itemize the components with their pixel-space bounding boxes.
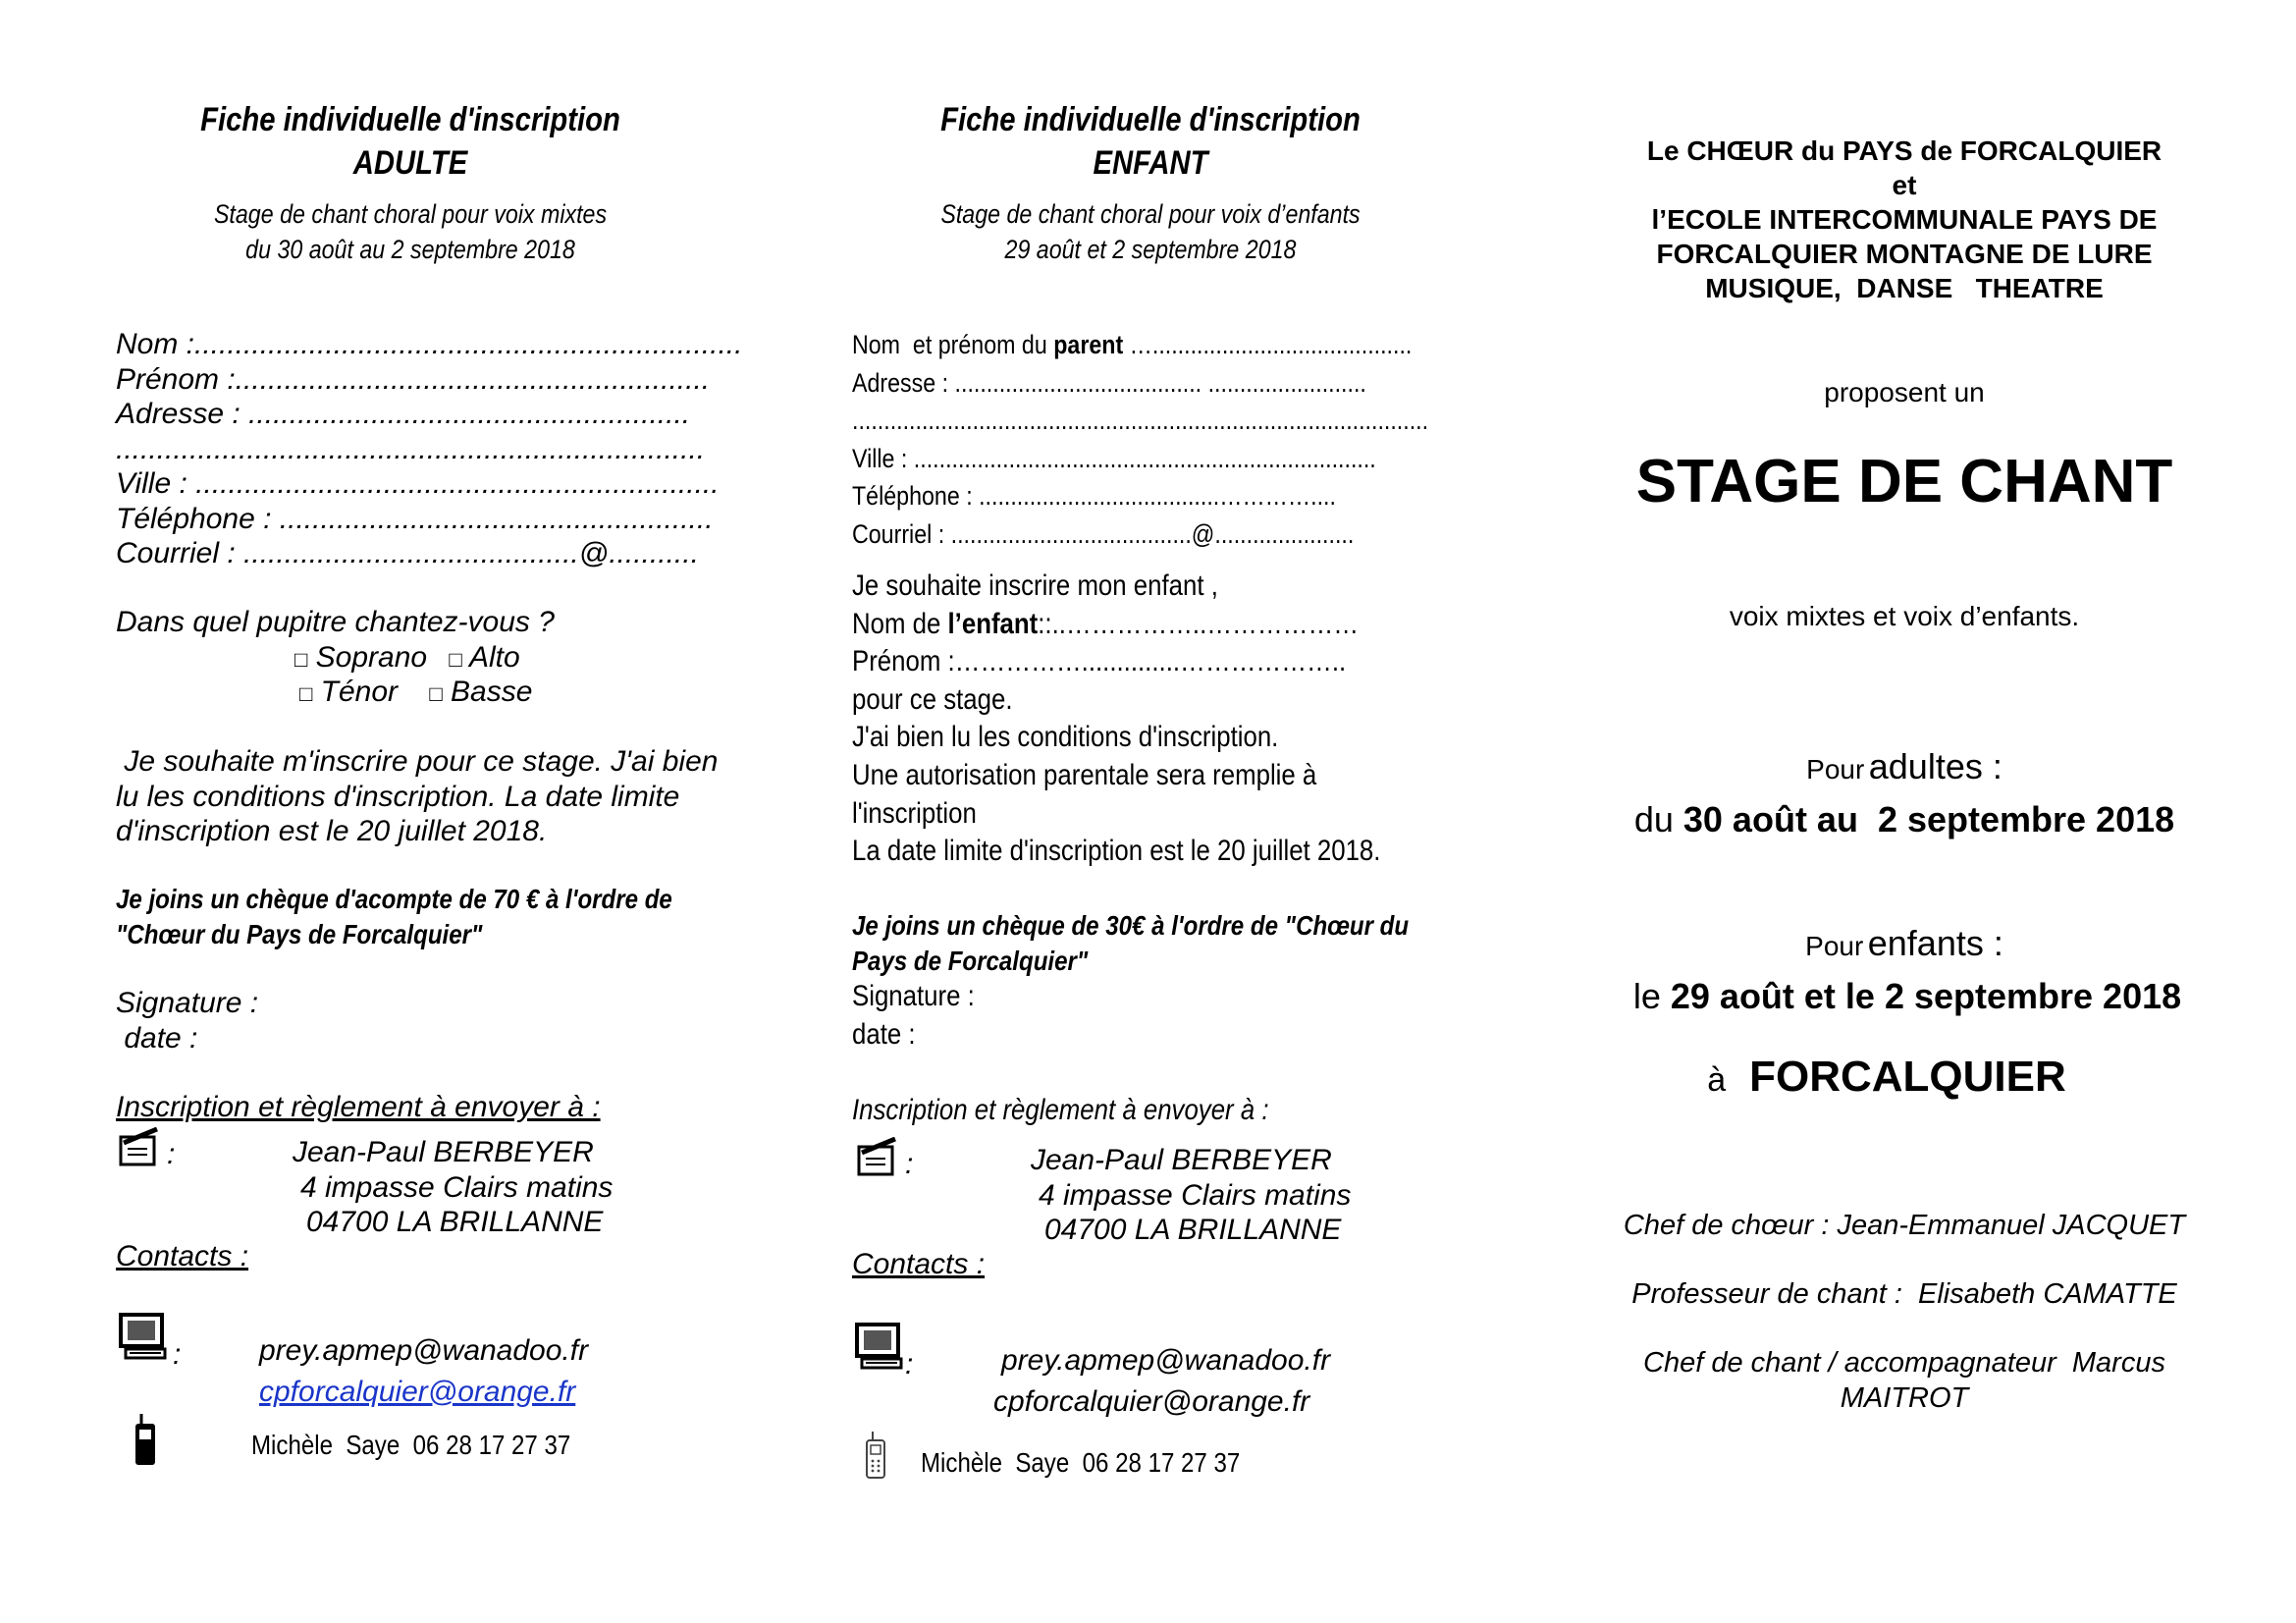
flyer-children-label	[1561, 921, 2248, 974]
adult-address-city: 04700 LA BRILLANNE	[306, 1206, 604, 1238]
child-title-line2: ENFANT	[1093, 144, 1208, 182]
child-address-name: Jean-Paul BERBEYER	[1031, 1144, 1332, 1176]
flyer-children-word: enfants :	[1867, 923, 2003, 963]
child-name-suffix: ::..……………..………………	[1038, 607, 1360, 640]
child-fields	[852, 326, 1522, 554]
child-address-city: 04700 LA BRILLANNE	[1044, 1214, 1342, 1246]
credit-prof-chant: Professeur de chant : Elisabeth CAMATTE	[1631, 1278, 2177, 1310]
organiser-line-2: et	[1892, 170, 1917, 200]
adult-send-to: Inscription et règlement à envoyer à :	[116, 1091, 601, 1123]
credit-chef-chant-line2: MAITROT	[1840, 1382, 1969, 1414]
organiser-line-5: MUSIQUE, DANSE THEATRE	[1705, 273, 2104, 303]
child-subtitle	[897, 196, 1404, 267]
child-email-colon: :	[905, 1348, 914, 1380]
child-title	[897, 98, 1404, 185]
adult-consent-line2: lu les conditions d'inscription. La date limite	[116, 780, 680, 813]
adult-field-adresse[interactable]: Adresse : ......................................................	[116, 398, 691, 430]
voice-options-row2	[299, 675, 532, 712]
flyer-place	[1543, 1053, 2230, 1102]
adult-field-nom[interactable]: Nom :...................................................................	[116, 328, 743, 360]
voice-tenor-label: Ténor	[320, 676, 399, 708]
child-send-to-text: Inscription et règlement à envoyer à :	[852, 1094, 1269, 1126]
flyer-adults	[1561, 744, 2248, 842]
flyer-place-a: à	[1707, 1061, 1727, 1099]
adult-email-2-link[interactable]: cpforcalquier@orange.fr	[259, 1376, 576, 1408]
child-phone-text: Michèle Saye 06 28 17 27 37	[921, 1447, 1241, 1478]
child-field-parent[interactable]	[852, 326, 1412, 364]
child-cheque-note	[852, 908, 1499, 979]
child-line-stage: pour ce stage.	[852, 682, 1013, 716]
voice-options-row1	[294, 640, 520, 677]
adult-cheque-line1: Je joins un chèque d'acompte de 70 € à l'ordre de	[116, 884, 672, 914]
adult-subtitle	[157, 196, 664, 267]
adult-form	[116, 98, 724, 267]
child-cheque-line1: Je joins un chèque de 30€ à l'ordre de "Chœur du	[852, 910, 1410, 941]
adult-signature-block	[116, 986, 258, 1055]
computer-icon	[854, 1322, 905, 1373]
child-line-autorisation: Une autorisation parentale sera remplie à	[852, 758, 1317, 791]
flyer-children	[1561, 921, 2248, 1019]
adult-subtitle-line2: du 30 août au 2 septembre 2018	[245, 235, 575, 264]
adult-subtitle-line1: Stage de chant choral pour voix mixtes	[213, 199, 608, 229]
child-contacts-label: Contacts :	[852, 1248, 986, 1280]
voice-basse-label: Basse	[451, 676, 533, 708]
child-subtitle-line2: 29 août et 2 septembre 2018	[1004, 235, 1297, 264]
adult-consent-line3: d'inscription est le 20 juillet 2018.	[116, 815, 548, 847]
adult-address-colon: :	[167, 1138, 176, 1170]
adult-fields	[116, 327, 742, 571]
adult-consent-line1: Je souhaite m'inscrire pour ce stage. J'ai bien	[116, 745, 719, 778]
child-signature-block	[852, 978, 994, 1054]
child-line-deadline: La date limite d'inscription est le 20 juillet 2018.	[852, 835, 1381, 868]
flyer-headline: STAGE DE CHANT	[1635, 448, 2173, 515]
organiser-line-3: l’ECOLE INTERCOMMUNALE PAYS DE	[1651, 204, 2158, 235]
organiser-line-1: Le CHŒUR du PAYS de FORCALQUIER	[1646, 135, 2163, 166]
adult-address-lines	[293, 1135, 613, 1240]
child-address-lines	[1031, 1143, 1351, 1248]
organiser-line-4: FORCALQUIER MONTAGNE DE LURE	[1656, 239, 2153, 269]
adult-date-label: date :	[116, 1021, 198, 1055]
child-field-firstname[interactable]: Prénom :……………..............………………..	[852, 645, 1347, 678]
child-cheque-line2: Pays de Forcalquier"	[852, 946, 1089, 976]
flyer-voices: voix mixtes et voix d’enfants.	[1729, 601, 2080, 631]
child-subtitle-line1: Stage de chant choral pour voix d’enfants	[940, 199, 1361, 229]
flyer-adults-label	[1561, 744, 2248, 797]
child-send-to	[852, 1094, 1337, 1127]
adult-address	[167, 1137, 175, 1172]
voice-soprano-label: Soprano	[315, 641, 428, 674]
flyer-organisers	[1561, 134, 2248, 305]
checkbox-basse[interactable]: □	[429, 681, 443, 706]
child-field-adresse[interactable]: Adresse : ....................................... .........................	[852, 367, 1366, 398]
envelope-letter-icon	[118, 1127, 161, 1168]
flyer-adults-du: du	[1633, 799, 1683, 839]
flyer-adults-word: adultes :	[1868, 746, 2002, 786]
child-title-line1: Fiche individuelle d'inscription	[940, 101, 1361, 138]
child-email-2[interactable]: cpforcalquier@orange.fr	[993, 1385, 1310, 1418]
adult-field-adresse-2[interactable]: ........................................................................	[116, 432, 706, 465]
adult-title	[157, 98, 664, 185]
flyer-credits	[1561, 1208, 2248, 1416]
pupitre-question: Dans quel pupitre chantez-vous ?	[116, 606, 555, 638]
adult-consent-text	[116, 744, 718, 849]
adult-contacts-label: Contacts :	[116, 1240, 249, 1272]
adult-signature-label: Signature :	[116, 987, 259, 1019]
child-field-courriel[interactable]: Courriel : ......................................@......................	[852, 518, 1355, 549]
adult-cheque-note	[116, 882, 763, 952]
child-parent-bold: parent	[1053, 330, 1124, 359]
adult-field-ville[interactable]: Ville : ................................................................	[116, 467, 720, 500]
child-field-name[interactable]	[852, 606, 1359, 644]
voice-alto-label: Alto	[468, 641, 520, 674]
adult-title-line1: Fiche individuelle d'inscription	[200, 101, 620, 138]
adult-phone	[251, 1430, 622, 1461]
adult-cheque-line2: "Chœur du Pays de Forcalquier"	[116, 919, 483, 949]
child-field-ville[interactable]: Ville : .........................................................................	[852, 443, 1376, 473]
flyer-adults-pour: Pour	[1806, 754, 1865, 784]
adult-email-1[interactable]: prey.apmep@wanadoo.fr	[259, 1334, 589, 1367]
child-address-street: 4 impasse Clairs matins	[1039, 1178, 1352, 1212]
adult-address-street: 4 impasse Clairs matins	[300, 1170, 614, 1204]
flyer-children-pour: Pour	[1805, 931, 1864, 961]
child-wish: Je souhaite inscrire mon enfant ,	[852, 569, 1218, 602]
checkbox-soprano[interactable]: □	[294, 647, 308, 672]
child-name-bold: l’enfant	[947, 607, 1039, 640]
adult-address-name: Jean-Paul BERBEYER	[293, 1136, 594, 1168]
child-date-label: date :	[852, 1017, 916, 1051]
child-email-1[interactable]: prey.apmep@wanadoo.fr	[1001, 1344, 1331, 1377]
envelope-letter-icon	[856, 1137, 899, 1178]
adult-title-line2: ADULTE	[352, 144, 468, 182]
child-signature-label: Signature :	[852, 980, 975, 1012]
credit-chef-chant-line1: Chef de chant / accompagnateur Marcus	[1643, 1347, 2165, 1379]
credit-chef-choeur: Chef de chœur : Jean-Emmanuel JACQUET	[1623, 1210, 2186, 1241]
child-line-conditions: J'ai bien lu les conditions d'inscription.	[852, 721, 1279, 754]
child-parent-suffix: ….........................................	[1123, 330, 1413, 359]
mobile-phone-icon	[864, 1430, 889, 1481]
adult-field-prenom[interactable]: Prénom :..........................................................	[116, 362, 711, 396]
child-phone	[921, 1447, 1292, 1479]
checkbox-tenor[interactable]: □	[299, 681, 313, 706]
flyer-children-dates: 29 août et le 2 septembre 2018	[1670, 976, 2182, 1016]
adult-phone-text: Michèle Saye 06 28 17 27 37	[251, 1430, 571, 1460]
adult-field-courriel[interactable]: Courriel : .........................................@...........	[116, 537, 699, 569]
child-field-adresse-2[interactable]: ...........................................................................................	[852, 406, 1429, 436]
child-enrol-text	[852, 568, 1467, 871]
flyer-adults-dates-line	[1561, 797, 2248, 842]
adult-email-colon: :	[173, 1338, 182, 1371]
computer-icon	[118, 1312, 169, 1363]
child-address-colon: :	[905, 1148, 914, 1180]
child-form	[856, 98, 1465, 267]
adult-email-2[interactable]	[259, 1375, 575, 1410]
child-field-telephone[interactable]: Téléphone : ......................................…………....	[852, 481, 1336, 512]
child-line-inscription: l'inscription	[852, 796, 977, 830]
flyer-proposent: proposent un	[1824, 377, 1985, 407]
mobile-phone-icon	[132, 1412, 159, 1467]
child-name-prefix: Nom de	[852, 607, 948, 640]
adult-field-telephone[interactable]: Téléphone : .....................................................	[116, 502, 714, 535]
checkbox-alto[interactable]: □	[449, 647, 462, 672]
flyer-place-name: FORCALQUIER	[1749, 1053, 2066, 1101]
flyer-children-dates-line	[1567, 974, 2248, 1019]
flyer-children-le: le	[1632, 976, 1671, 1016]
child-parent-prefix: Nom et prénom du	[852, 330, 1054, 359]
flyer-adults-dates: 30 août au 2 septembre 2018	[1682, 799, 2175, 839]
